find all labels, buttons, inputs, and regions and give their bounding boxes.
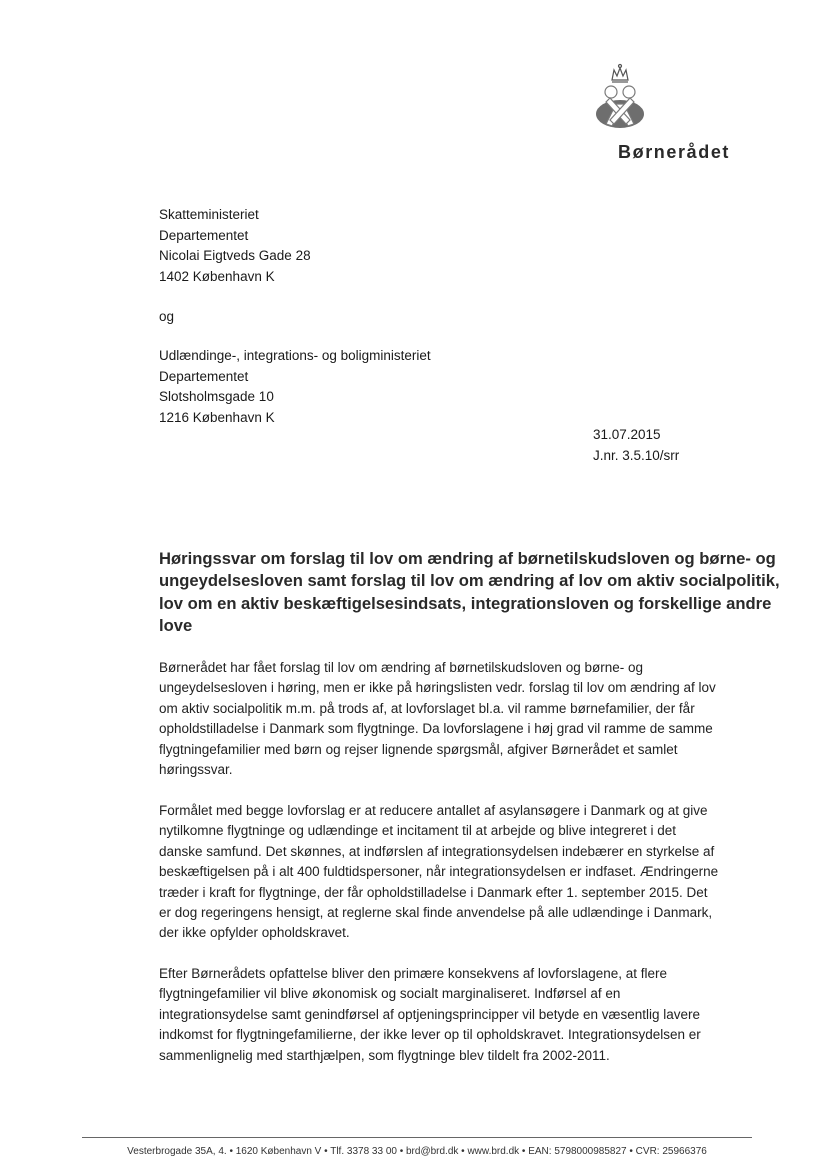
paragraph-line: flygtningefamilier med børn og rejser lignende spørgsmål, afgiver Børnerådet et samlet	[159, 741, 678, 757]
conjunction-text: og	[159, 309, 175, 324]
paragraph-line: Børnerådet har fået forslag til lov om ændring af børnetilskudsloven og børne- og	[159, 660, 643, 675]
paragraph-line: om aktiv socialpolitik m.m. på trods af, at lovforslaget bl.a. vil ramme børnefamilier, der får	[159, 700, 695, 716]
address-line: Departementet	[159, 368, 249, 384]
footer-contact: Vesterbrogade 35A, 4. • 1620 København V • Tlf. 3378 33 00 • brd@brd.dk • www.brd.dk • EAN: 5798000985827 • CVR: 25966376	[127, 1146, 707, 1157]
recipient-address-2	[159, 346, 431, 428]
body-paragraph-3	[159, 964, 701, 1066]
address-line: Skatteministeriet	[159, 207, 259, 222]
title-line: lov om en aktiv beskæftigelsesindsats, integrationsloven og forskellige andre	[159, 593, 772, 613]
paragraph-line: Efter Børnerådets opfattelse bliver den primære konsekvens af lovforslagene, at flere	[159, 966, 668, 981]
address-line: 1402 København K	[159, 268, 275, 284]
title-line: Høringssvar om forslag til lov om ændring af børnetilskudsloven og børne- og	[159, 549, 776, 568]
address-line: Udlændinge-, integrations- og boligministeriet	[159, 348, 431, 363]
paragraph-line: danske samfund. Det skønnes, at indførslen af integrationsydelsen indebærer en styrkelse af	[159, 843, 715, 859]
address-line: 1216 København K	[159, 409, 275, 425]
paragraph-line: integrationsydelse samt genindførsel af optjeningsprincipper vil betyde en væsentlig lavere	[159, 1006, 701, 1022]
paragraph-line: beskæftigelsen på i alt 400 fuldtidspersoner, når integrationsydelsen er indfaset. Ændringerne	[159, 864, 719, 880]
paragraph-line: indkomst for flygtningefamilierne, der ikke lever op til opholdskravet. Integrationsydelsen er	[159, 1027, 701, 1043]
paragraph-line: træder i kraft for flygtninge, der får opholdstilladelse i Danmark efter 1. september 2015. Det	[159, 884, 708, 900]
paragraph-line: Formålet med begge lovforslag er at reducere antallet af asylansøgere i Danmark og at give	[159, 803, 708, 818]
paragraph-line: der ikke opfylder opholdskravet.	[159, 925, 350, 941]
address-line: Slotsholmsgade 10	[159, 389, 274, 404]
paragraph-line: nytilkomne flygtninge og udlændinge et incitament til at arbejde og blive integreret i det	[159, 823, 677, 839]
paragraph-line: flygtningefamilier vil blive økonomisk og socialt marginaliseret. Indførsel af en	[159, 986, 621, 1002]
body-paragraph-1	[159, 658, 716, 780]
paragraph-line: ungeydelsesloven i høring, men er ikke på høringslisten vedr. forslag til lov om ændring af lov	[159, 680, 716, 696]
title-line: love	[159, 615, 193, 635]
letter-date: 31.07.2015	[593, 427, 661, 442]
paragraph-line: høringssvar.	[159, 762, 233, 778]
letter-meta	[593, 424, 679, 466]
body-paragraph-2	[159, 801, 718, 944]
recipient-conjunction	[159, 307, 174, 328]
title-line: ungeydelsesloven samt forslag til lov om ændring af lov om aktiv socialpolitik,	[159, 571, 780, 591]
recipient-address-1	[159, 205, 311, 287]
paragraph-line: sammenlignelig med starthjælpen, som flygtninge blev tildelt fra 2002-2011.	[159, 1047, 610, 1063]
crown-logo-icon	[590, 62, 650, 134]
address-line: Departementet	[159, 227, 249, 243]
paragraph-line: opholdstilladelse i Danmark som flygtninge. Da lovforslagene i høj grad vil ramme de samme	[159, 721, 713, 737]
footer-divider	[82, 1137, 752, 1138]
paragraph-line: er dog regeringens hensigt, at reglerne skal finde anvendelse på alle udlændinge i Danmark,	[159, 905, 713, 921]
document-title	[159, 548, 780, 637]
organization-name: Børnerådet	[618, 142, 731, 162]
journal-number: J.nr. 3.5.10/srr	[593, 448, 680, 463]
address-line: Nicolai Eigtveds Gade 28	[159, 248, 311, 263]
